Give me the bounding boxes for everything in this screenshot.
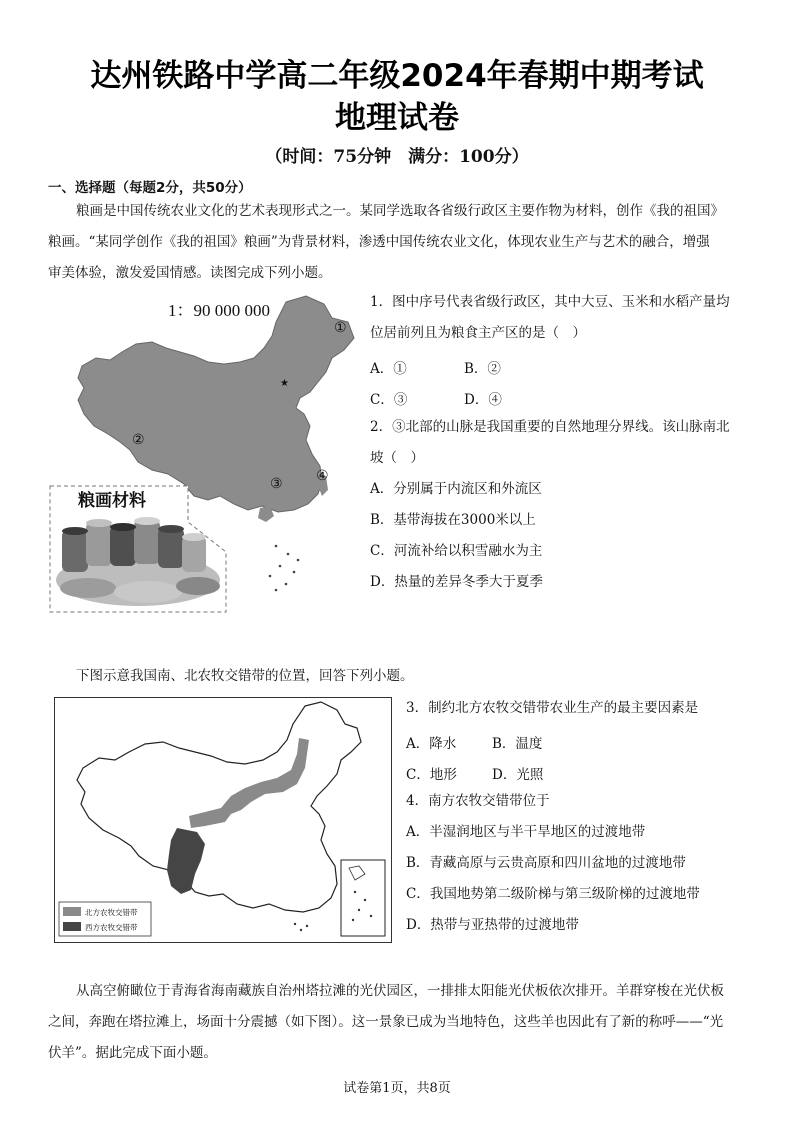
legend-south-label: 西方农牧交错带	[85, 923, 138, 932]
q4-option-d[interactable]: D．热带与亚热带的过渡地带	[406, 917, 579, 933]
q1-option-d[interactable]: D．④	[464, 392, 502, 408]
intro-paragraph-3: 从高空俯瞰位于青海省海南藏族自治州塔拉滩的光伏园区，一排排太阳能光伏板依次排开。羊群穿梭在光伏板 之间，奔跑在塔拉滩上，场面十分震撼（如下图）。这一景象已成为当地特色，这些羊也因此有了新的称呼——“光 伏羊”。据此完成下面小题。	[48, 983, 724, 1061]
map-scale-label: 1：90 000 000	[168, 301, 270, 320]
q1-option-a[interactable]: A．①	[370, 361, 407, 377]
q2-option-c[interactable]: C．河流补给以积雪融水为主	[370, 543, 543, 559]
china-territory-shape	[78, 296, 354, 512]
q2-option-a[interactable]: A．分别属于内流区和外流区	[370, 481, 542, 497]
q1-option-c[interactable]: C．③	[370, 392, 408, 408]
question-1: 1．图中序号代表省级行政区，其中大豆、玉米和水稻产量均 位居前列且为粮食主产区的是（ ）	[370, 294, 730, 341]
question-4: 4．南方农牧交错带位于	[406, 793, 550, 809]
marker-3: ③	[270, 476, 283, 492]
ecotone-map-figure	[54, 697, 392, 943]
marker-1: ①	[334, 320, 347, 336]
legend-south-swatch	[63, 922, 81, 931]
legend-north-swatch	[63, 907, 81, 916]
intro-paragraph-1: 粮画是中国传统农业文化的艺术表现形式之一。某同学选取各省级行政区主要作物为材料，创作《我的祖国》 粮画。“某同学创作《我的祖国》粮画”为背景材料，渗透中国传统农业文化，体现农业生产与艺术的融合，增强 审美体验，激发爱国情感。读图完成下列小题。	[48, 203, 724, 281]
china-map-figure	[48, 290, 360, 615]
section-heading: 一、选择题（每题2分，共50分）	[48, 180, 252, 196]
question-1-options-row2	[370, 388, 502, 408]
marker-4: ④	[316, 468, 329, 484]
q4-option-b[interactable]: B．青藏高原与云贵高原和四川盆地的过渡地带	[406, 855, 686, 871]
question-3-options-row2	[406, 763, 543, 783]
q2-option-b[interactable]: B．基带海拔在3000米以上	[370, 512, 536, 528]
q4-option-c[interactable]: C．我国地势第二级阶梯与第三级阶梯的过渡地带	[406, 886, 700, 902]
capital-star-icon: ★	[280, 378, 289, 389]
question-2: 2．③北部的山脉是我国重要的自然地理分界线。该山脉南北 坡（ ）	[370, 419, 730, 466]
legend-north-label: 北方农牧交错带	[85, 908, 138, 917]
q4-option-a[interactable]: A．半湿润地区与半干旱地区的过渡地带	[406, 824, 646, 840]
ecotone-map-svg	[55, 698, 391, 942]
question-3: 3．制约北方农牧交错带农业生产的最主要因素是	[406, 700, 699, 716]
south-sea-islands-dots	[269, 545, 300, 592]
page-footer: 试卷第1页，共8页	[343, 1081, 451, 1096]
exam-title-line1: 达州铁路中学高二年级2024年春期中期考试	[90, 58, 704, 94]
marker-2: ②	[132, 432, 145, 448]
question-3-options-row1	[406, 732, 542, 752]
q3-option-a[interactable]: A．降水	[406, 736, 457, 752]
exam-title-line2: 地理试卷	[335, 100, 459, 136]
question-1-options-row1	[370, 357, 501, 377]
q3-option-b[interactable]: B．温度	[492, 736, 543, 752]
china-outline	[77, 702, 361, 912]
q3-option-d[interactable]: D．光照	[492, 767, 544, 783]
intro-paragraph-2: 下图示意我国南、北农牧交错带的位置，回答下列小题。	[76, 668, 414, 684]
small-islands-dots	[294, 923, 308, 931]
grain-inset-label: 粮画材料	[78, 491, 146, 511]
q1-option-b[interactable]: B．②	[464, 361, 501, 377]
q3-option-c[interactable]: C．地形	[406, 767, 457, 783]
q2-option-d[interactable]: D．热量的差异冬季大于夏季	[370, 574, 543, 590]
exam-subtitle: （时间：75分钟 满分：100分）	[265, 147, 529, 167]
china-map-svg	[48, 290, 360, 615]
south-sea-inset-box	[341, 860, 385, 936]
